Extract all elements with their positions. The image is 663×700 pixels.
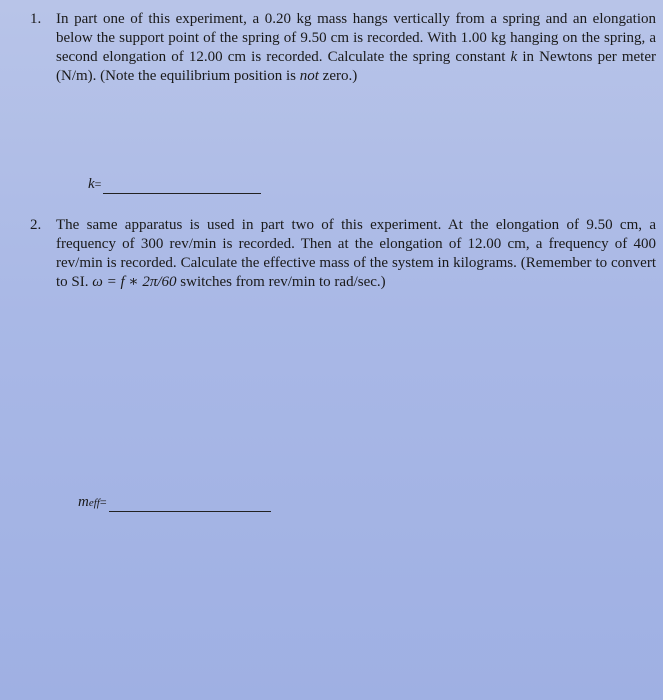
question-number: 2. (30, 217, 42, 233)
answer-meff[interactable] (78, 494, 271, 512)
question-text (56, 216, 656, 292)
emphasis-not: not (299, 68, 319, 84)
question-text (56, 10, 656, 86)
question-text-part: The same apparatus is used in part two of this experiment. At the elongation of 9.50 cm, a frequency of 300 rev/min is recorded. Then at the elongation of 12.00 cm, a frequency of 400 rev/min is recorded. Calculate the effective mass of the system in kilograms. (Remember to convert to SI. (56, 217, 656, 290)
question-text-part: in Newtons per meter (N/m). (Note the equilibrium position is (56, 49, 656, 84)
equals-sign: = (99, 495, 107, 509)
question-text-part: zero.) (318, 68, 358, 84)
answer-blank[interactable] (103, 176, 261, 194)
answer-label: k (88, 176, 95, 192)
answer-label: m (78, 494, 89, 510)
question-number: 1. (30, 11, 42, 27)
answer-subscript: eff (88, 497, 100, 509)
formula: ω = f ∗ 2π/60 (92, 274, 177, 290)
question-1 (30, 10, 656, 86)
question-text-part: In part one of this experiment, a 0.20 kg mass hangs vertically from a spring and an elongation below the support point of the spring of 9.50 cm is recorded. With 1.00 kg hanging on the spring, a second elongation of 12.00 cm is recorded. Calculate the spring constant (56, 11, 656, 65)
answer-k[interactable] (88, 176, 261, 194)
answer-blank[interactable] (109, 494, 271, 512)
question-2 (30, 216, 656, 292)
question-text-part: switches from rev/min to rad/sec.) (176, 274, 386, 290)
variable-k: k (510, 49, 518, 65)
equals-sign: = (94, 177, 102, 191)
